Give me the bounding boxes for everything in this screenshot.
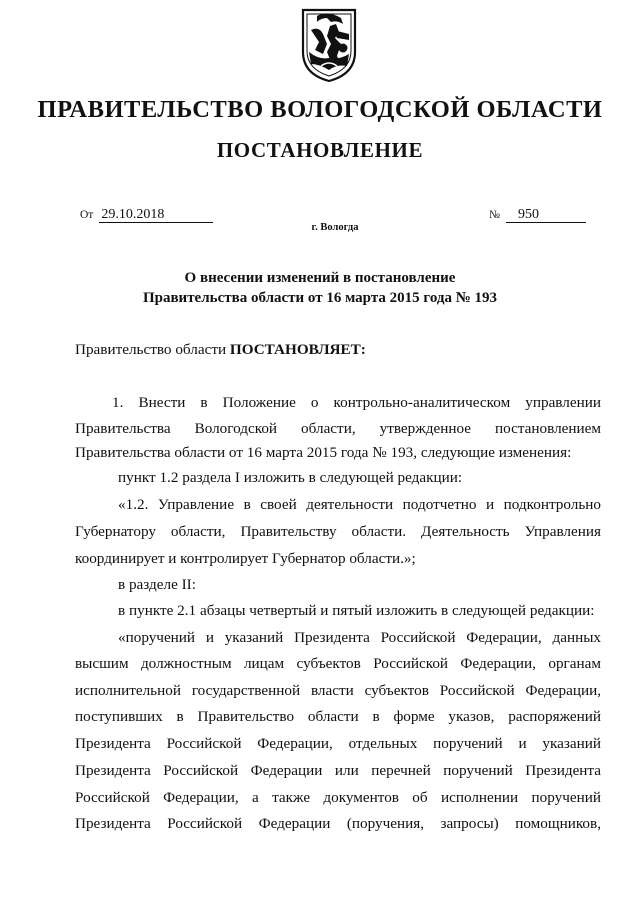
document-subject [0, 268, 640, 308]
subject-line-1: О внесении изменений в постановление [184, 270, 456, 286]
body-line-7: координирует и контролирует Губернатор области.»; [75, 550, 416, 567]
number-value: 950 [506, 207, 586, 223]
body-line-4: пункт 1.2 раздела I изложить в следующей редакции: [118, 469, 463, 486]
body-line-9: в пункте 2.1 абзацы четвертый и пятый изложить в следующей редакции: [118, 602, 595, 619]
body-line-13: поступивших в Правительство области в форме указов, распоряжений [75, 708, 601, 725]
body-line-11: высшим должностным лицам субъектов Российской Федерации, органам [75, 655, 601, 672]
body-line-12: исполнительной государственной власти субъектов Российской Федерации, [75, 682, 601, 699]
vologda-coat-of-arms-icon [297, 4, 361, 84]
subject-line-2: Правительства области от 16 марта 2015 года № 193 [142, 290, 498, 306]
preamble-text: Правительство области [75, 341, 227, 358]
number-field [489, 206, 586, 223]
city-label: г. Вологда [311, 222, 359, 233]
date-label: От [80, 209, 94, 221]
number-label: № [489, 209, 500, 221]
body-line-5: «1.2. Управление в своей деятельности подотчетно и подконтрольно [118, 496, 601, 513]
body-line-2: Правительства Вологодской области, утвержденное постановлением [75, 420, 601, 437]
body-line-3: Правительства области от 16 марта 2015 года № 193, следующие изменения: [75, 444, 572, 461]
preamble [75, 340, 601, 360]
government-title: ПРАВИТЕЛЬСТВО ВОЛОГОДСКОЙ ОБЛАСТИ [37, 96, 603, 123]
body-line-10: «поручений и указаний Президента Российской Федерации, данных [118, 629, 601, 646]
preamble-resolves: ПОСТАНОВЛЯЕТ: [229, 341, 366, 358]
body-line-17: Президента Российской Федерации (поручения, запросы) помощников, [75, 815, 601, 832]
document-type: ПОСТАНОВЛЕНИЕ [216, 138, 424, 162]
body-line-14: Президента Российской Федерации, отдельных поручений и указаний [75, 735, 601, 752]
body-line-6: Губернатору области, Правительству области. Деятельность Управления [75, 523, 601, 540]
body-line-16: Российской Федерации, а также документов об исполнении поручений [75, 789, 601, 806]
body-line-15: Президента Российской Федерации или перечней поручений Президента [75, 762, 601, 779]
date-value: 29.10.2018 [99, 207, 213, 223]
body-line-8: в разделе II: [118, 576, 196, 593]
body-line-1: 1. Внести в Положение о контрольно-аналитическом управлении [112, 394, 601, 411]
date-field [80, 206, 213, 223]
